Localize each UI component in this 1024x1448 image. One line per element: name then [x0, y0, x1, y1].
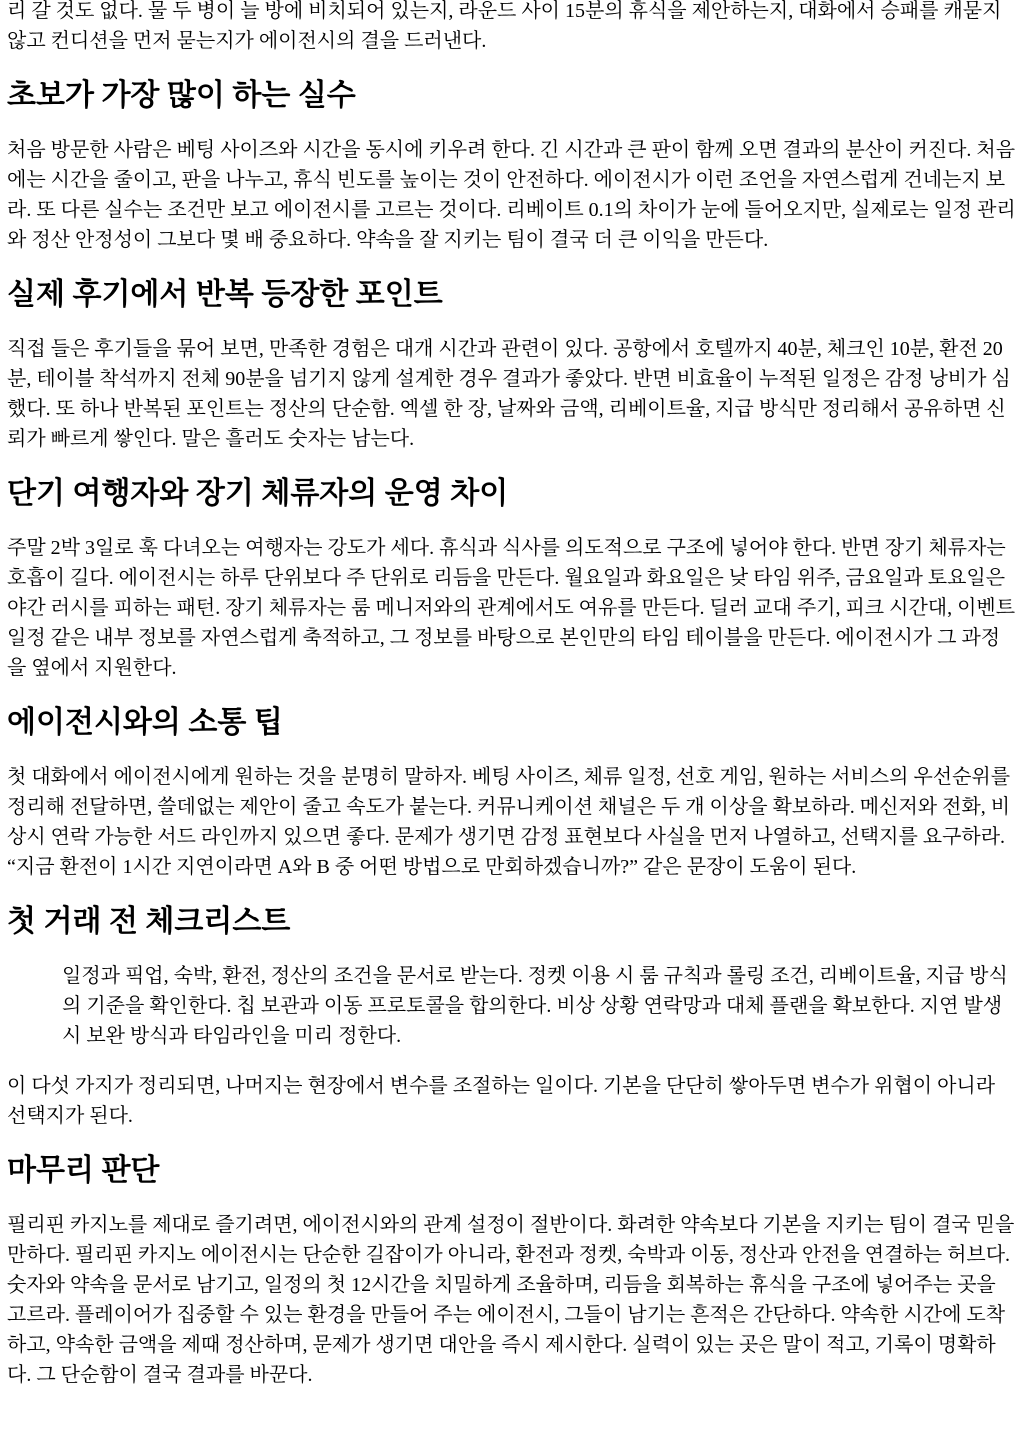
section-heading-final-judgement: 마무리 판단	[7, 1154, 160, 1187]
section-paragraph: 주말 2박 3일로 훅 다녀오는 여행자는 강도가 세다. 휴식과 식사를 의도적으로 구조에 넣어야 한다. 반면 장기 체류자는 호흡이 길다. 에이전시는 하루 단위보다 주 단위로 리듬을 만든다. 월요일과 화요일은 낮 타임 위주, 금요일과 토요일은 야간 러시를 피하는 패턴. 장기 체류자는 룸 메니저와의 관계에서도 여유를 만든다. 딜러 교대 주기, 피크 시간대, 이벤트 일정 같은 내부 정보를 자연스럽게 축적하고, 그 정보를 바탕으로 본인만의 타임 테이블을 만든다. 에이전시가 그 과정을 옆에서 지원한다.	[7, 537, 1016, 679]
section-heading-first-deal-checklist: 첫 거래 전 체크리스트	[7, 905, 291, 938]
section-paragraph: 필리핀 카지노를 제대로 즐기려면, 에이전시와의 관계 설정이 절반이다. 화려한 약속보다 기본을 지키는 팀이 결국 믿을 만하다. 필리핀 카지노 에이전시는 단순한 길잡이가 아니라, 환전과 정켓, 숙박과 이동, 정산과 안전을 연결하는 허브다. 숫자와 약속을 문서로 남기고, 일정의 첫 12시간을 치밀하게 조율하며, 리듬을 회복하는 휴식을 구조에 넣어주는 곳을 고르라. 플레이어가 집중할 수 있는 환경을 만들어 주는 에이전시, 그들이 남기는 흔적은 간단하다. 약속한 시간에 도착하고, 약속한 금액을 제때 정산하며, 문제가 생기면 대안을 즉시 제시한다. 실력이 있는 곳은 말이 적고, 기록이 명확하다. 그 단순함이 결국 결과를 바꾼다.	[7, 1214, 1015, 1386]
section-heading-communication-tips: 에이전시와의 소통 팁	[7, 706, 283, 739]
section-heading-short-vs-long-stay: 단기 여행자와 장기 체류자의 운영 차이	[7, 477, 509, 510]
section-paragraph: 직접 들은 후기들을 묶어 보면, 만족한 경험은 대개 시간과 관련이 있다. 공항에서 호텔까지 40분, 체크인 10분, 환전 20분, 테이블 착석까지 전체 90분을 넘기지 않게 설계한 경우 결과가 좋았다. 반면 비효율이 누적된 일정은 감정 낭비가 심했다. 또 하나 반복된 포인트는 정산의 단순함. 엑셀 한 장, 날짜와 금액, 리베이트율, 지급 방식만 정리해서 공유하면 신뢰가 빠르게 쌓인다. 말은 흘러도 숫자는 남는다.	[7, 338, 1011, 450]
section-paragraph: 첫 대화에서 에이전시에게 원하는 것을 분명히 말하자. 베팅 사이즈, 체류 일정, 선호 게임, 원하는 서비스의 우선순위를 정리해 전달하면, 쓸데없는 제안이 줄고 속도가 붙는다. 커뮤니케이션 채널은 두 개 이상을 확보하라. 메신저와 전화, 비상시 연락 가능한 서드 라인까지 있으면 좋다. 문제가 생기면 감정 표현보다 사실을 먼저 나열하고, 선택지를 요구하라. “지금 환전이 1시간 지연이라면 A와 B 중 어떤 방법으로 만회하겠습니까?” 같은 문장이 도움이 된다.	[7, 766, 1011, 878]
section-paragraph: 처음 방문한 사람은 베팅 사이즈와 시간을 동시에 키우려 한다. 긴 시간과 큰 판이 함께 오면 결과의 분산이 커진다. 처음에는 시간을 줄이고, 판을 나누고, 휴식 빈도를 높이는 것이 안전하다. 에이전시가 이런 조언을 자연스럽게 건네는지 보라. 또 다른 실수는 조건만 보고 에이전시를 고르는 것이다. 리베이트 0.1의 차이가 눈에 들어오지만, 실제로는 일정 관리와 정산 안정성이 그보다 몇 배 중요하다. 약속을 잘 지키는 팀이 결국 더 큰 이익을 만든다.	[7, 139, 1016, 251]
section-heading-beginner-mistakes: 초보가 가장 많이 하는 실수	[7, 79, 356, 112]
checklist-quote-paragraph: 일정과 픽업, 숙박, 환전, 정산의 조건을 문서로 받는다. 정켓 이용 시 룸 규칙과 롤링 조건, 리베이트율, 지급 방식의 기준을 확인한다. 칩 보관과 이동 프로토콜을 합의한다. 비상 상황 연락망과 대체 플랜을 확보한다. 지연 발생 시 보완 방식과 타임라인을 미리 정한다.	[62, 965, 1008, 1047]
checklist-blockquote	[62, 961, 1017, 1051]
section-heading-review-points: 실제 후기에서 반복 등장한 포인트	[7, 278, 443, 311]
intro-continuation-paragraph: 리 갈 것도 없다. 물 두 병이 늘 방에 비치되어 있는지, 라운드 사이 15분의 휴식을 제안하는지, 대화에서 승패를 캐묻지 않고 컨디션을 먼저 묻는지가 에이전시의 결을 드러낸다.	[7, 0, 1002, 52]
section-paragraph: 이 다섯 가지가 정리되면, 나머지는 현장에서 변수를 조절하는 일이다. 기본을 단단히 쌓아두면 변수가 위협이 아니라 선택지가 된다.	[7, 1075, 996, 1127]
